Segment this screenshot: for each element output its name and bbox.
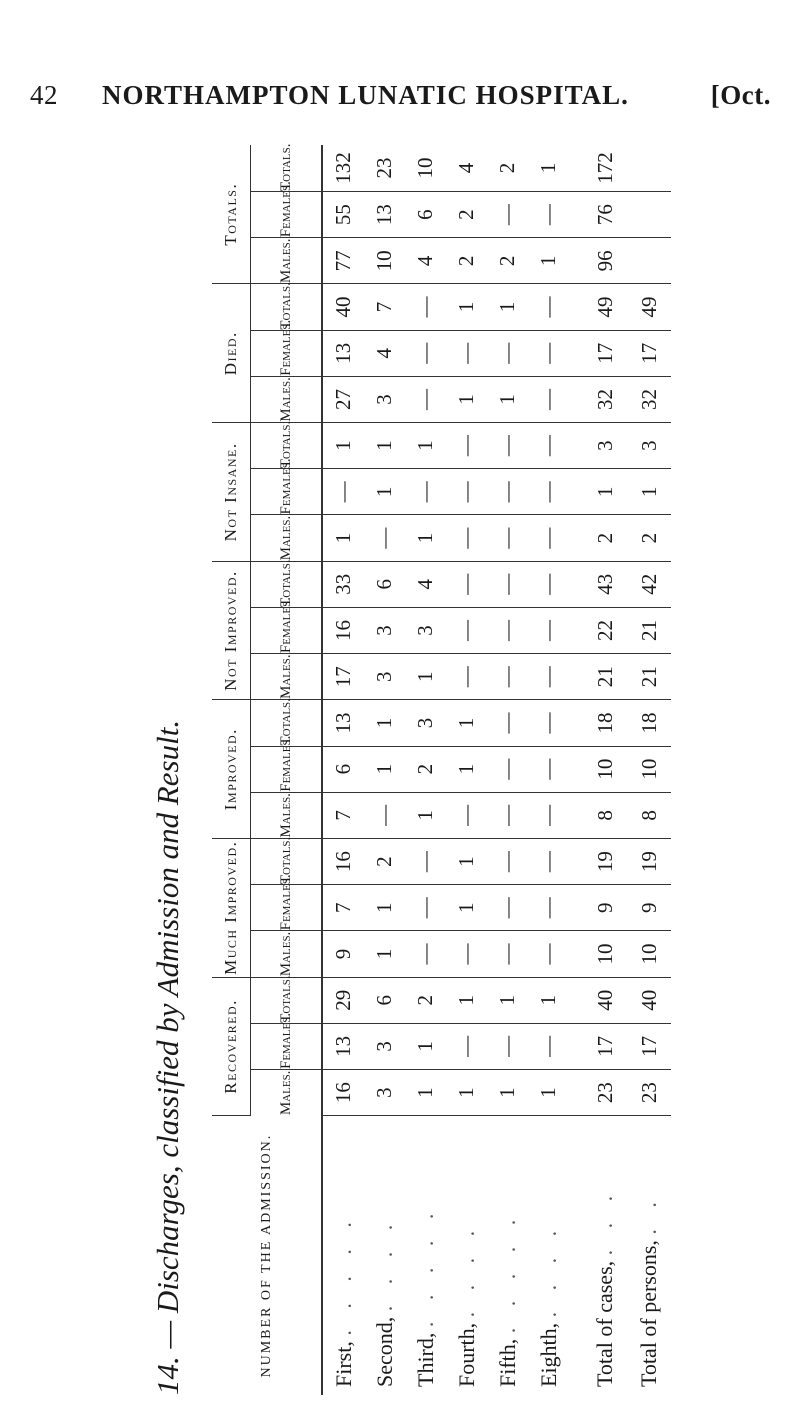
group-died: Died. xyxy=(212,284,251,423)
table-cell: 1 xyxy=(627,469,671,515)
table-cell: — xyxy=(528,561,569,607)
table-cell: 2 xyxy=(446,192,487,238)
sub-header-totals: Totals. xyxy=(251,423,323,469)
table-cell: 23 xyxy=(364,145,405,192)
table-cell: 1 xyxy=(487,977,528,1023)
table-cell: — xyxy=(487,1023,528,1069)
table-cell: 19 xyxy=(627,838,671,884)
table-cell: — xyxy=(446,561,487,607)
table-cell: 16 xyxy=(322,838,364,884)
table-cell: 77 xyxy=(322,238,364,284)
table-cell: 17 xyxy=(569,330,627,376)
table-cell: — xyxy=(487,885,528,931)
table-cell: 6 xyxy=(322,746,364,792)
sub-header-females: Females. xyxy=(251,469,323,515)
table-cell: — xyxy=(528,792,569,838)
leader-dots: . . . . . xyxy=(330,1214,356,1336)
table-cell: 10 xyxy=(569,746,627,792)
row-label: Total of cases, xyxy=(592,1260,617,1387)
table-cell: 1 xyxy=(364,700,405,746)
sub-header-females: Females. xyxy=(251,330,323,376)
table-cell: 1 xyxy=(487,376,528,422)
table-row xyxy=(528,145,569,1395)
running-date: [Oct. xyxy=(710,80,771,110)
table-cell: — xyxy=(487,654,528,700)
table-cell: 16 xyxy=(322,607,364,653)
admission-column-header: NUMBER OF THE ADMISSION. xyxy=(212,1116,322,1395)
table-cell: — xyxy=(405,330,446,376)
table-cell: — xyxy=(528,330,569,376)
table-cell: 7 xyxy=(364,284,405,330)
table-cell: 6 xyxy=(405,192,446,238)
table-cell: 6 xyxy=(364,561,405,607)
table-cell: 3 xyxy=(364,654,405,700)
sub-header-males: Males. xyxy=(251,792,323,838)
table-cell: 1 xyxy=(446,885,487,931)
table-cell: 9 xyxy=(627,885,671,931)
table-cell: — xyxy=(528,423,569,469)
table-cell: 1 xyxy=(528,977,569,1023)
table-cell: — xyxy=(487,515,528,561)
leader-dots: . . . . xyxy=(371,1216,397,1312)
table-cell: 2 xyxy=(487,145,528,192)
table-row xyxy=(487,145,528,1395)
table-cell: 1 xyxy=(446,746,487,792)
leader-dots: . . . . xyxy=(453,1222,479,1318)
table-cell: 7 xyxy=(322,885,364,931)
table-cell xyxy=(627,238,671,284)
leader-dots: . . . . . xyxy=(494,1211,520,1334)
table-cell: 1 xyxy=(528,238,569,284)
table-cell: — xyxy=(528,515,569,561)
table-cell: 55 xyxy=(322,192,364,238)
table-cell: — xyxy=(528,376,569,422)
table-cell: 3 xyxy=(569,423,627,469)
table-cell: 4 xyxy=(364,330,405,376)
table-cell: 1 xyxy=(364,931,405,977)
table-cell: 13 xyxy=(322,700,364,746)
table-cell: — xyxy=(446,330,487,376)
table-cell: — xyxy=(487,607,528,653)
table-cell: — xyxy=(446,1023,487,1069)
sub-header-females: Females. xyxy=(251,192,323,238)
table-cell: 42 xyxy=(627,561,671,607)
table-cell: — xyxy=(446,607,487,653)
table-cell: — xyxy=(405,931,446,977)
table-cell: 13 xyxy=(322,330,364,376)
table-cell: 1 xyxy=(446,284,487,330)
row-label: Total of persons, xyxy=(636,1240,661,1387)
table-cell: 1 xyxy=(405,1023,446,1069)
table-cell: 1 xyxy=(528,145,569,192)
table-cell: 1 xyxy=(446,977,487,1023)
table-cell: 17 xyxy=(569,1023,627,1069)
group-not-insane: Not Insane. xyxy=(212,423,251,562)
table-cell: 1 xyxy=(364,746,405,792)
sub-header-males: Males. xyxy=(251,238,323,284)
table-cell: — xyxy=(446,654,487,700)
table-cell: — xyxy=(487,192,528,238)
table-cell: 2 xyxy=(405,977,446,1023)
table-cell: 9 xyxy=(322,931,364,977)
sub-header-totals: Totals. xyxy=(251,145,323,192)
table-cell: — xyxy=(487,330,528,376)
table-cell: 27 xyxy=(322,376,364,422)
table-cell: 10 xyxy=(627,931,671,977)
table-cell: 1 xyxy=(322,515,364,561)
table-cell: 1 xyxy=(528,1070,569,1116)
table-cell: 13 xyxy=(322,1023,364,1069)
row-label-cell xyxy=(405,1116,446,1395)
row-label-cell xyxy=(487,1116,528,1395)
table-cell: 3 xyxy=(627,423,671,469)
table-row xyxy=(405,145,446,1395)
page-number: 42 xyxy=(30,80,58,110)
row-label: Third, xyxy=(412,1332,438,1387)
table-cell: 49 xyxy=(627,284,671,330)
table-cell: — xyxy=(446,515,487,561)
table-cell: 3 xyxy=(405,700,446,746)
sub-header-males: Males. xyxy=(251,1070,323,1116)
sub-header-females: Females. xyxy=(251,885,323,931)
row-label-cell xyxy=(627,1116,671,1395)
table-cell: — xyxy=(487,561,528,607)
table-cell: 10 xyxy=(627,746,671,792)
table-cell: 7 xyxy=(322,792,364,838)
sub-header-females: Females. xyxy=(251,746,323,792)
row-label: First, xyxy=(330,1341,356,1387)
group-recovered: Recovered. xyxy=(212,977,251,1116)
table-cell: 1 xyxy=(446,838,487,884)
table-cell: 43 xyxy=(569,561,627,607)
table-cell: 21 xyxy=(569,654,627,700)
table-cell: 17 xyxy=(627,1023,671,1069)
table-cell: 8 xyxy=(569,792,627,838)
table-cell: 40 xyxy=(627,977,671,1023)
table-cell: 21 xyxy=(627,607,671,653)
table-cell: — xyxy=(528,838,569,884)
table-cell: 32 xyxy=(627,376,671,422)
table-cell: 1 xyxy=(322,423,364,469)
leader-dots: . . . . . xyxy=(412,1205,438,1328)
table-cell: 3 xyxy=(364,1023,405,1069)
running-title: NORTHAMPTON LUNATIC HOSPITAL. xyxy=(102,80,629,110)
rotated-table-area xyxy=(150,145,760,1395)
table-cell: 1 xyxy=(405,654,446,700)
table-cell: — xyxy=(528,931,569,977)
table-cell: — xyxy=(487,746,528,792)
table-cell: 40 xyxy=(569,977,627,1023)
table-cell: — xyxy=(528,885,569,931)
table-cell: — xyxy=(528,469,569,515)
row-label: Eighth, xyxy=(535,1322,561,1387)
row-label: Fifth, xyxy=(494,1338,520,1387)
table-cell: 32 xyxy=(569,376,627,422)
table-cell: — xyxy=(405,838,446,884)
table-cell: 4 xyxy=(405,561,446,607)
discharges-table xyxy=(212,145,671,1395)
table-cell: 1 xyxy=(405,792,446,838)
row-label-cell xyxy=(364,1116,405,1395)
table-cell: 1 xyxy=(487,1070,528,1116)
total-cases-row xyxy=(569,145,627,1395)
table-cell: 23 xyxy=(569,1070,627,1116)
table-cell: — xyxy=(405,469,446,515)
table-cell: 18 xyxy=(569,700,627,746)
sub-header-females: Females. xyxy=(251,1023,323,1069)
table-cell: — xyxy=(528,192,569,238)
total-persons-row xyxy=(627,145,671,1395)
table-cell: — xyxy=(528,700,569,746)
table-cell: — xyxy=(405,885,446,931)
table-cell: 4 xyxy=(405,238,446,284)
table-cell: 22 xyxy=(569,607,627,653)
table-cell: 10 xyxy=(569,931,627,977)
row-label-cell xyxy=(528,1116,569,1395)
leader-dots: . . . . xyxy=(535,1222,561,1318)
table-cell: 3 xyxy=(405,607,446,653)
table-row xyxy=(446,145,487,1395)
sub-header-totals: Totals. xyxy=(251,700,323,746)
table-cell: 76 xyxy=(569,192,627,238)
table-cell: — xyxy=(405,376,446,422)
table-cell: 4 xyxy=(446,145,487,192)
row-label-cell xyxy=(446,1116,487,1395)
table-cell: 18 xyxy=(627,700,671,746)
table-cell xyxy=(627,192,671,238)
table-cell: 10 xyxy=(364,238,405,284)
group-totals: Totals. xyxy=(212,145,251,284)
table-cell: 2 xyxy=(487,238,528,284)
table-cell: — xyxy=(487,931,528,977)
table-cell: — xyxy=(528,746,569,792)
table-cell: 3 xyxy=(364,1070,405,1116)
table-cell: 96 xyxy=(569,238,627,284)
leader-dots: . . . xyxy=(592,1187,617,1256)
table-cell: — xyxy=(528,1023,569,1069)
row-label-cell xyxy=(322,1116,364,1395)
table-cell: 2 xyxy=(364,838,405,884)
table-cell: 1 xyxy=(364,423,405,469)
table-cell: 16 xyxy=(322,1070,364,1116)
table-cell: 3 xyxy=(364,607,405,653)
table-cell xyxy=(627,145,671,192)
table-cell: 1 xyxy=(405,515,446,561)
table-cell: 21 xyxy=(627,654,671,700)
table-cell: — xyxy=(487,838,528,884)
leader-dots: . . xyxy=(636,1194,661,1235)
table-cell: 1 xyxy=(446,376,487,422)
table-cell: 49 xyxy=(569,284,627,330)
table-cell: 2 xyxy=(569,515,627,561)
sub-header-males: Males. xyxy=(251,376,323,422)
table-cell: 2 xyxy=(446,238,487,284)
group-header-row xyxy=(212,145,251,1395)
table-cell: 3 xyxy=(364,376,405,422)
sub-header-males: Males. xyxy=(251,515,323,561)
table-cell: 1 xyxy=(405,1070,446,1116)
table-cell: 10 xyxy=(405,145,446,192)
table-cell: — xyxy=(487,792,528,838)
table-cell: 29 xyxy=(322,977,364,1023)
table-cell: — xyxy=(446,931,487,977)
table-cell: — xyxy=(364,792,405,838)
table-cell: 8 xyxy=(627,792,671,838)
table-cell: — xyxy=(364,515,405,561)
table-cell: — xyxy=(322,469,364,515)
table-cell: 2 xyxy=(627,515,671,561)
table-cell: 9 xyxy=(569,885,627,931)
sub-header-males: Males. xyxy=(251,931,323,977)
table-row xyxy=(364,145,405,1395)
sub-header-females: Females. xyxy=(251,607,323,653)
table-title: 14. — Discharges, classified by Admission and Result. xyxy=(150,719,185,1395)
table-cell: 1 xyxy=(446,700,487,746)
sub-header-totals: Totals. xyxy=(251,561,323,607)
table-cell: — xyxy=(446,792,487,838)
table-cell: — xyxy=(446,469,487,515)
table-cell: 1 xyxy=(487,284,528,330)
table-cell: 1 xyxy=(446,1070,487,1116)
sub-header-totals: Totals. xyxy=(251,838,323,884)
table-cell: — xyxy=(487,700,528,746)
table-cell: — xyxy=(528,607,569,653)
group-improved: Improved. xyxy=(212,700,251,839)
row-label: Second, xyxy=(371,1316,397,1387)
table-cell: 17 xyxy=(627,330,671,376)
table-cell: — xyxy=(487,423,528,469)
sub-header-males: Males. xyxy=(251,654,323,700)
table-cell: 172 xyxy=(569,145,627,192)
table-cell: — xyxy=(405,284,446,330)
page-header xyxy=(30,80,771,120)
group-not-improved: Not Improved. xyxy=(212,561,251,700)
row-label-cell xyxy=(569,1116,627,1395)
table-row xyxy=(322,145,364,1395)
table-cell: 40 xyxy=(322,284,364,330)
table-cell: 1 xyxy=(405,423,446,469)
table-body xyxy=(322,145,671,1395)
sub-header-totals: Totals. xyxy=(251,284,323,330)
table-cell: 17 xyxy=(322,654,364,700)
table-cell: 2 xyxy=(405,746,446,792)
table-cell: 13 xyxy=(364,192,405,238)
table-cell: — xyxy=(487,469,528,515)
group-much-improved: Much Improved. xyxy=(212,838,251,977)
table-cell: 1 xyxy=(569,469,627,515)
table-cell: — xyxy=(528,654,569,700)
table-cell: 1 xyxy=(364,885,405,931)
table-cell: 33 xyxy=(322,561,364,607)
table-cell: — xyxy=(446,423,487,469)
table-cell: — xyxy=(528,284,569,330)
table-cell: 19 xyxy=(569,838,627,884)
table-cell: 132 xyxy=(322,145,364,192)
sub-header-totals: Totals. xyxy=(251,977,323,1023)
table-cell: 1 xyxy=(364,469,405,515)
table-cell: 6 xyxy=(364,977,405,1023)
table-cell: 23 xyxy=(627,1070,671,1116)
row-label: Fourth, xyxy=(453,1322,479,1387)
